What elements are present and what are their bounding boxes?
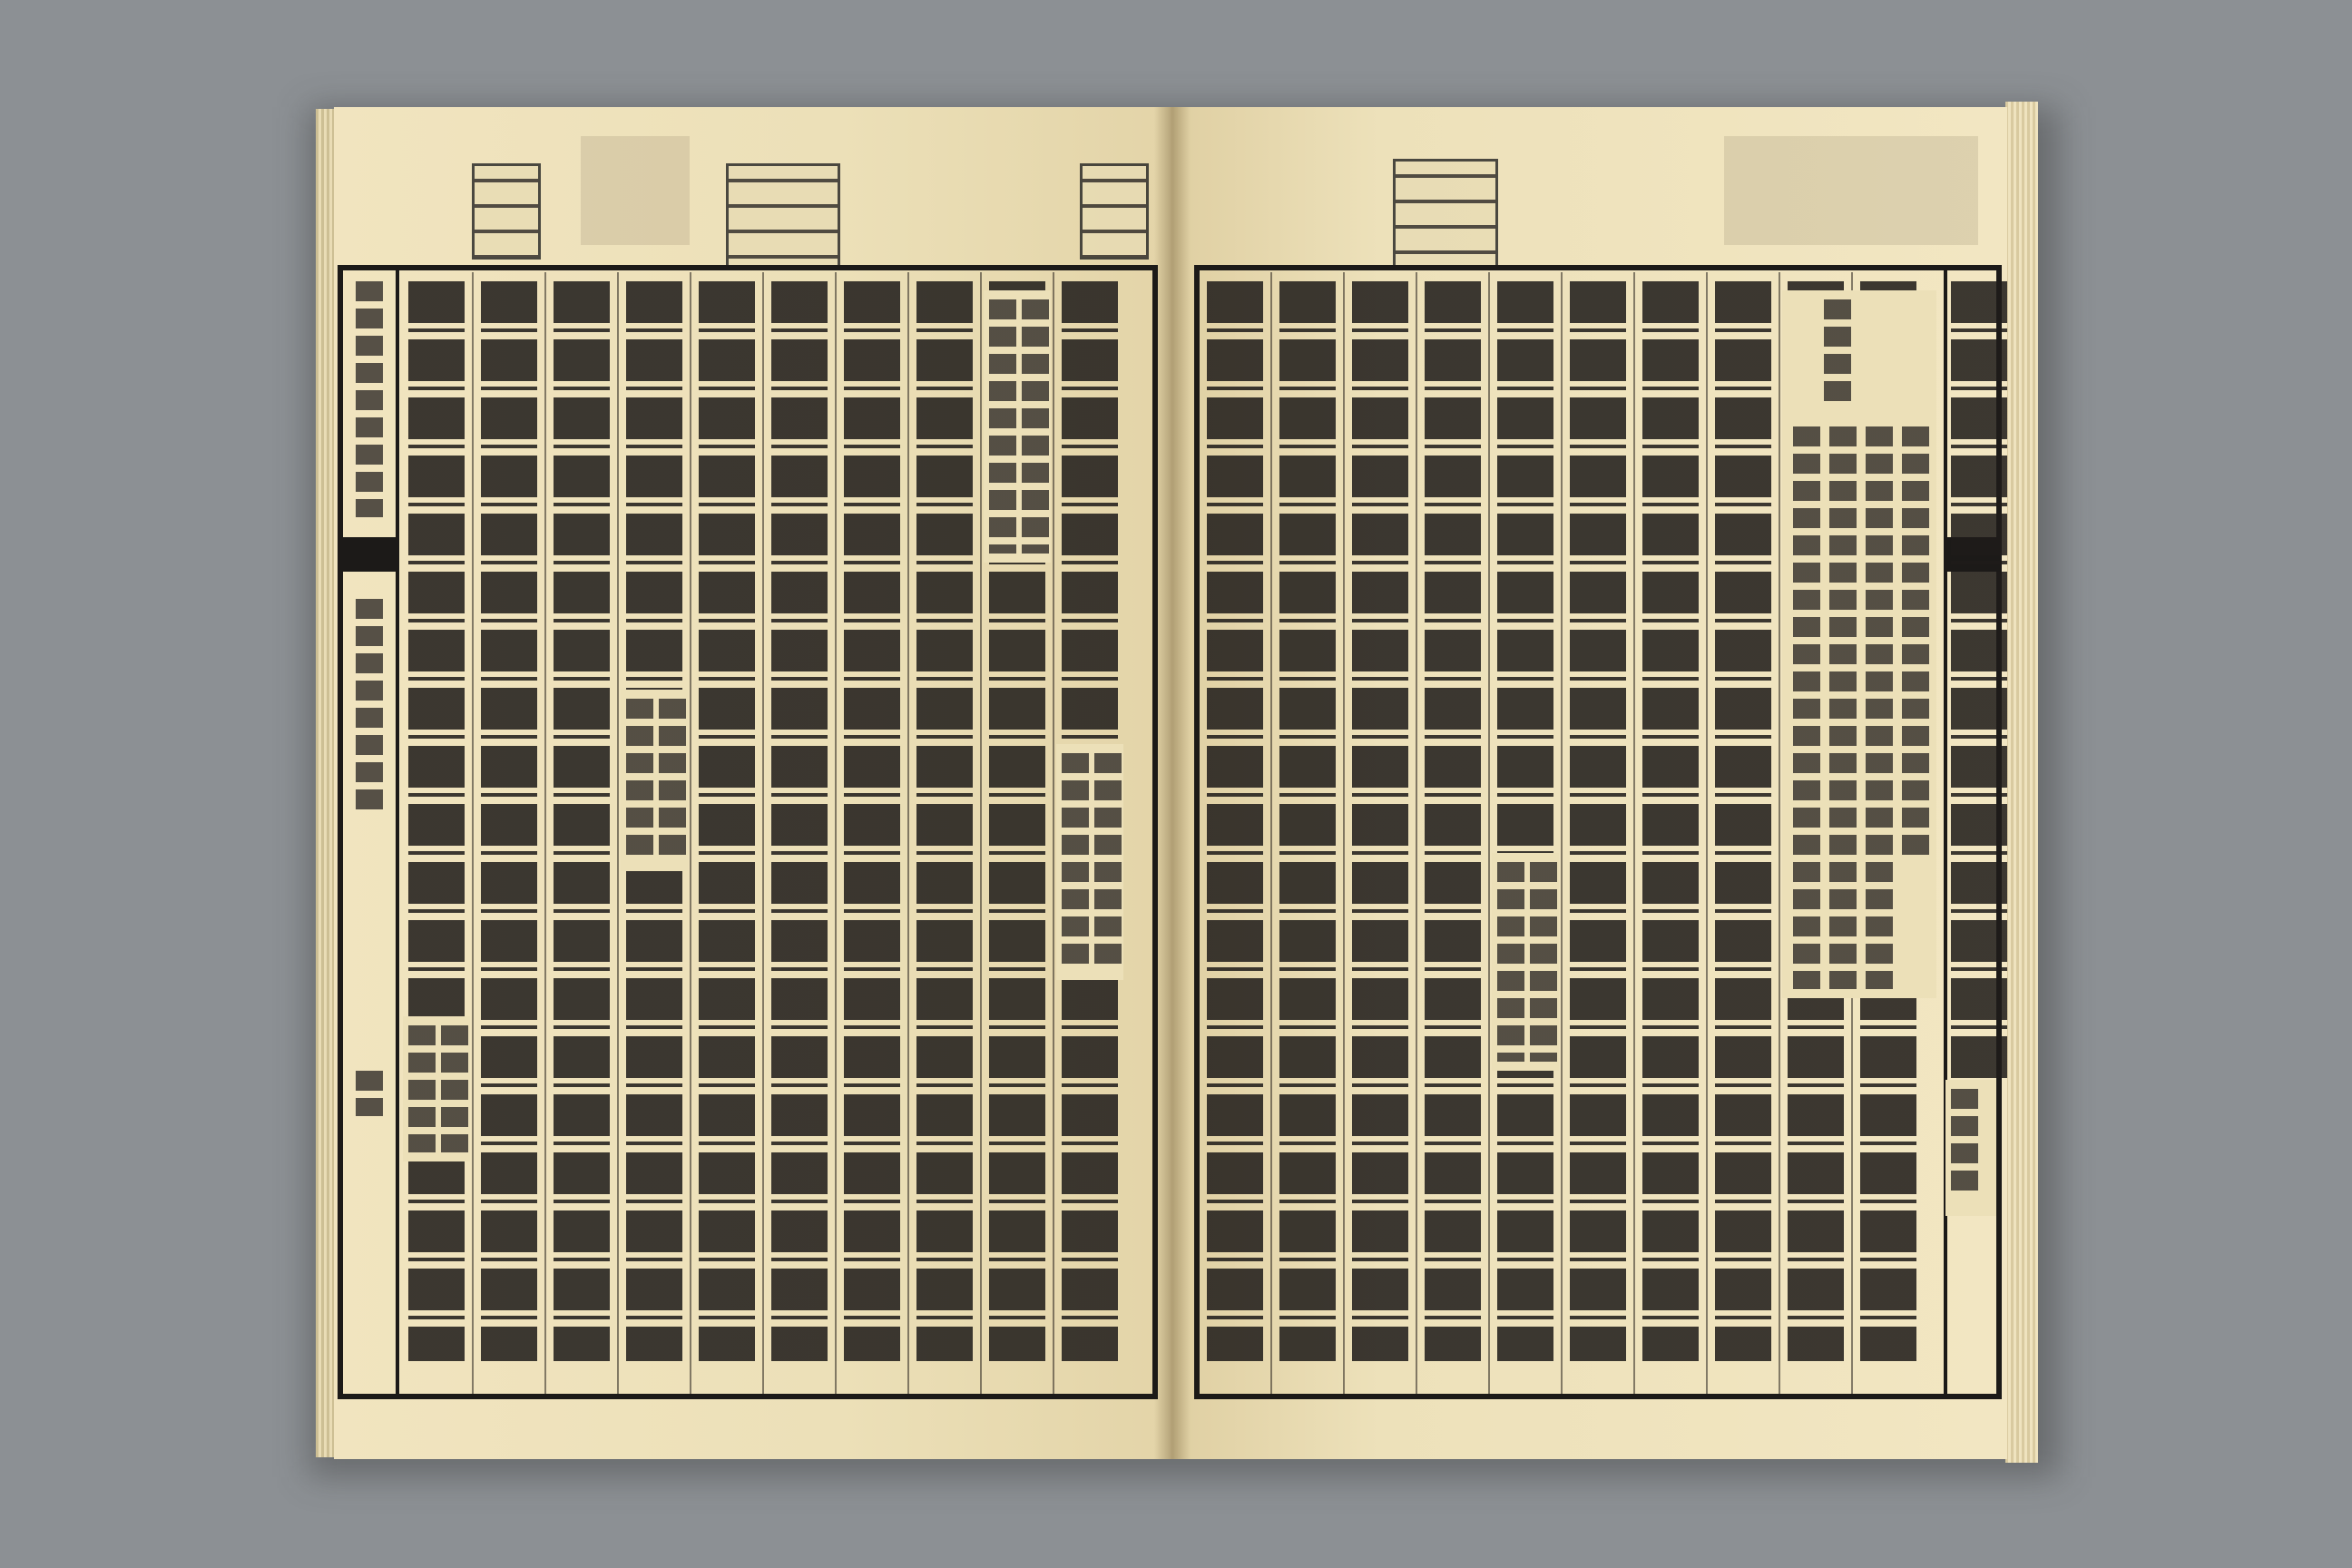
column-rule [690, 272, 691, 1394]
text-column [1715, 281, 1771, 1361]
commentary-text [1866, 426, 1893, 989]
column-rule [1270, 272, 1272, 1394]
column-rule [1053, 272, 1054, 1394]
text-column [1497, 281, 1553, 1361]
column-rule [1561, 272, 1563, 1394]
text-column [1279, 281, 1336, 1361]
head-note [1080, 163, 1149, 260]
margin-label-column [356, 281, 383, 517]
column-rule [1416, 272, 1417, 1394]
folio-mark [356, 1071, 383, 1116]
page-edge-left [316, 109, 336, 1457]
column-rule [980, 272, 982, 1394]
right-frame-inner-rule [1944, 265, 1947, 1399]
fish-tail-mark [338, 537, 399, 572]
text-column [554, 281, 610, 1361]
text-column [1570, 281, 1626, 1361]
commentary-text [1094, 753, 1122, 971]
show-through-ink [581, 136, 690, 245]
margin-label-column [356, 599, 383, 817]
left-frame-inner-rule [396, 265, 399, 1399]
text-column [1352, 281, 1408, 1361]
commentary-text [626, 699, 653, 862]
column-rule [544, 272, 546, 1394]
column-rule [1633, 272, 1635, 1394]
text-column [1951, 281, 2007, 1080]
column-rule [472, 272, 474, 1394]
show-through-ink [1724, 136, 1978, 245]
text-column [1207, 281, 1263, 1361]
text-column [408, 281, 465, 1361]
commentary-text [1793, 426, 1820, 989]
head-note [1393, 159, 1498, 269]
commentary-text [441, 1025, 468, 1152]
commentary-text [408, 1025, 436, 1152]
text-column [916, 281, 973, 1361]
head-note [472, 163, 541, 260]
text-column [1425, 281, 1481, 1361]
book-gutter [1154, 107, 1191, 1459]
commentary-text [1022, 299, 1049, 554]
column-rule [907, 272, 909, 1394]
column-rule [835, 272, 837, 1394]
column-rule [762, 272, 764, 1394]
column-rule [1488, 272, 1490, 1394]
page-edge-right [2005, 102, 2038, 1463]
commentary-text [1497, 862, 1524, 1062]
commentary-text [1951, 1089, 1978, 1198]
commentary-text [1824, 299, 1851, 408]
commentary-text [1530, 862, 1557, 1062]
head-note [726, 163, 840, 269]
commentary-text [1902, 426, 1929, 862]
text-column [699, 281, 755, 1361]
column-rule [1343, 272, 1345, 1394]
column-rule [617, 272, 619, 1394]
text-column [844, 281, 900, 1361]
column-rule [1706, 272, 1708, 1394]
text-column [771, 281, 828, 1361]
text-column [1642, 281, 1699, 1361]
column-rule [1779, 272, 1780, 1394]
text-column [481, 281, 537, 1361]
commentary-text [989, 299, 1016, 554]
commentary-text [1062, 753, 1089, 971]
commentary-text [659, 699, 686, 862]
commentary-text [1829, 426, 1857, 989]
